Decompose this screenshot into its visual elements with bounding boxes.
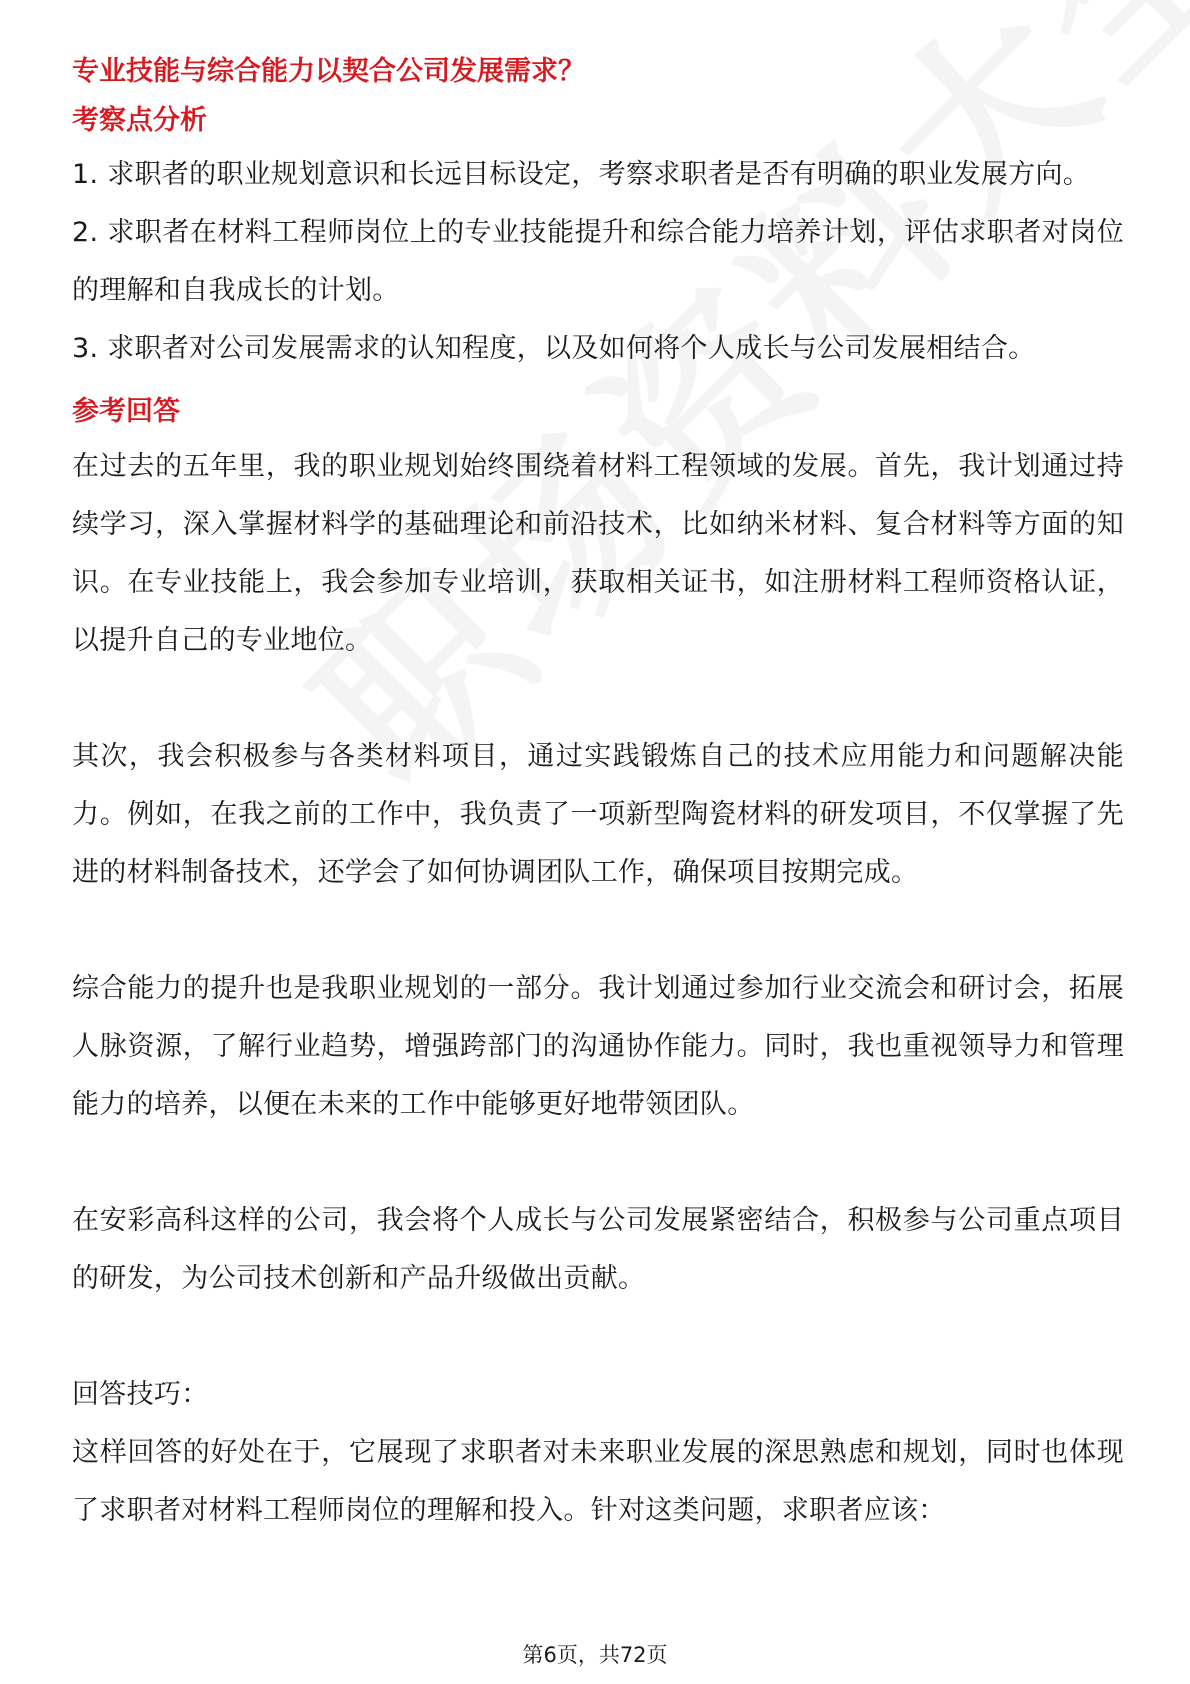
tips-heading: 回答技巧： — [72, 1379, 209, 1410]
document-body — [72, 48, 1124, 1540]
answer-paragraph: 在过去的五年里，我的职业规划始终围绕着材料工程领域的发展。首先，我计划通过持续学习，深入掌握材料学的基础理论和前沿技术，比如纳米材料、复合材料等方面的知识。在专业技能上，我会参加专业培训，获取相关证书，如注册材料工程师资格认证，以提升自己的专业地位。 — [72, 451, 1124, 656]
analysis-heading: 考察点分析 — [72, 105, 207, 136]
answer-paragraph: 综合能力的提升也是我职业规划的一部分。我计划通过参加行业交流会和研讨会，拓展人脉资源，了解行业趋势，增强跨部门的沟通协作能力。同时，我也重视领导力和管理能力的培养，以便在未来的工作中能够更好地带领团队。 — [72, 973, 1124, 1120]
paragraph-spacer — [72, 902, 1124, 960]
question-title: 专业技能与综合能力以契合公司发展需求？ — [72, 56, 585, 87]
answer-paragraph: 其次，我会积极参与各类材料项目，通过实践锻炼自己的技术应用能力和问题解决能力。例如，在我之前的工作中，我负责了一项新型陶瓷材料的研发项目，不仅掌握了先进的材料制备技术，还学会了如何协调团队工作，确保项目按期完成。 — [72, 741, 1124, 888]
paragraph-spacer — [72, 1134, 1124, 1192]
page-number: 第6页，共72页 — [522, 1643, 668, 1667]
answer-paragraph: 在安彩高科这样的公司，我会将个人成长与公司发展紧密结合，积极参与公司重点项目的研发，为公司技术创新和产品升级做出贡献。 — [72, 1205, 1124, 1294]
paragraph-spacer — [72, 1308, 1124, 1366]
analysis-item: 1. 求职者的职业规划意识和长远目标设定，考察求职者是否有明确的职业发展方向。 — [72, 159, 1091, 190]
analysis-item: 3. 求职者对公司发展需求的认知程度，以及如何将个人成长与公司发展相结合。 — [72, 333, 1036, 364]
tips-text: 这样回答的好处在于，它展现了求职者对未来职业发展的深思熟虑和规划，同时也体现了求职者对材料工程师岗位的理解和投入。针对这类问题，求职者应该： — [72, 1437, 1124, 1526]
answer-heading: 参考回答 — [72, 396, 180, 427]
analysis-item: 2. 求职者在材料工程师岗位上的专业技能提升和综合能力培养计划，评估求职者对岗位的理解和自我成长的计划。 — [72, 217, 1124, 306]
paragraph-spacer — [72, 670, 1124, 728]
